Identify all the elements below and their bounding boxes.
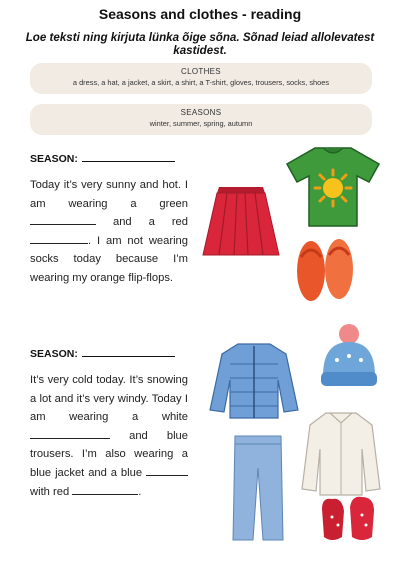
flip-flops-icon bbox=[293, 233, 357, 305]
season-label-2-text: SEASON: bbox=[30, 348, 78, 360]
paragraph-1 bbox=[30, 176, 188, 288]
clothes-word-box bbox=[30, 63, 372, 94]
season-label-2 bbox=[30, 347, 175, 360]
season-label-1 bbox=[30, 152, 175, 165]
paragraph-2-part-2: and blue trousers. I’m also wearing a blue jacket and a blue bbox=[30, 429, 188, 479]
paragraph-2-part-1: It’s very cold today. It’s snowing a lot and it’s very windy. Today I am wearing a white bbox=[30, 374, 188, 424]
skirt-icon bbox=[201, 183, 281, 260]
seasons-heading: SEASONS bbox=[180, 108, 222, 117]
clothes-words: a dress, a hat, a jacket, a skirt, a shirt, a T-shirt, gloves, trousers, socks, shoes bbox=[72, 78, 330, 87]
jacket-icon bbox=[208, 340, 300, 420]
winter-hat-icon bbox=[317, 322, 381, 390]
page-title: Seasons and clothes - reading bbox=[98, 6, 302, 22]
paragraph-1-part-3: . I am not wearing socks today because I’m wearing my orange flip-flops. bbox=[30, 234, 188, 284]
tshirt-icon bbox=[285, 144, 381, 228]
season-blank-1[interactable] bbox=[82, 152, 175, 162]
shirt-icon bbox=[300, 409, 382, 497]
season-blank-2[interactable] bbox=[82, 347, 175, 357]
instructions: Loe teksti ning kirjuta lünka õige sõna. Sõnad leiad allolevatest kastidest. bbox=[25, 31, 375, 57]
season-label-1-text: SEASON: bbox=[30, 153, 78, 165]
blank-1a[interactable] bbox=[30, 215, 96, 225]
seasons-word-box bbox=[30, 104, 372, 135]
paragraph-1-part-2: and a red bbox=[112, 216, 188, 229]
paragraph-1-part-1: Today it’s very sunny and hot. I am wearing a green bbox=[30, 179, 188, 210]
blank-1b[interactable] bbox=[30, 234, 88, 244]
gloves-icon bbox=[316, 493, 380, 545]
paragraph-2-part-3: with red bbox=[30, 485, 70, 498]
paragraph-2-part-4: . bbox=[138, 485, 142, 498]
jeans-icon bbox=[231, 432, 285, 544]
seasons-words: winter, summer, spring, autumn bbox=[149, 119, 253, 128]
blank-2b[interactable] bbox=[146, 466, 188, 476]
blank-2c[interactable] bbox=[72, 485, 138, 495]
blank-2a[interactable] bbox=[30, 429, 110, 439]
clothes-heading: CLOTHES bbox=[181, 67, 221, 76]
paragraph-2 bbox=[30, 371, 188, 501]
